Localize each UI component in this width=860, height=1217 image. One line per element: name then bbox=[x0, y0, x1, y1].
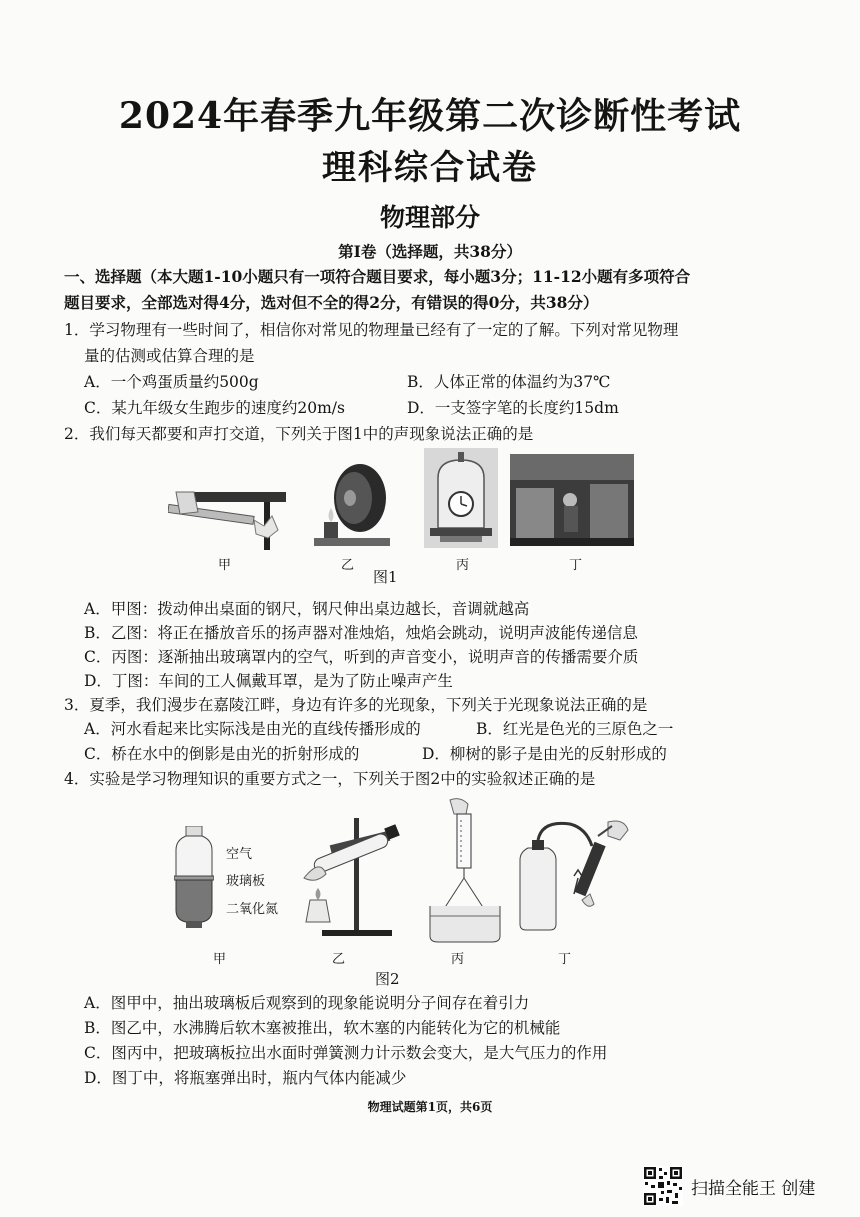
watermark-text: 扫描全能王 创建 bbox=[691, 1178, 816, 1199]
figure-2-label-yi: 乙 bbox=[332, 952, 346, 967]
figure-2-ding-bottle-pump bbox=[512, 818, 634, 932]
q3-stem: 3．夏季，我们漫步在嘉陵江畔，身边有许多的光现象，下列关于光现象说法正确的是 bbox=[64, 696, 648, 714]
instructions-line-2: 题目要求，全部选对得4分，选对但不全的得2分，有错误的得0分，共38分） bbox=[64, 293, 599, 312]
q1-stem-line-1: 1．学习物理有一些时间了，相信你对常见的物理量已经有了一定的了解。下列对常见物理 bbox=[64, 321, 679, 339]
figure-1-jia-ruler-on-desk bbox=[168, 486, 286, 550]
q3-option-b: B．红光是色光的三原色之一 bbox=[476, 720, 674, 738]
q2-option-d: D．丁图：车间的工人佩戴耳罩，是为了防止噪声产生 bbox=[84, 672, 453, 690]
figure-2-bing-spring-scale-water bbox=[424, 796, 506, 944]
exam-title: 2024年春季九年级第二次诊断性考试 bbox=[118, 95, 742, 137]
q3-option-a: A．河水看起来比实际浅是由光的直线传播形成的 bbox=[84, 720, 421, 738]
figure-2-yi-test-tube-heating bbox=[296, 818, 406, 938]
q1-option-b: B．人体正常的体温约为37℃ bbox=[407, 373, 611, 391]
q3-option-d: D．柳树的影子是由光的反射形成的 bbox=[422, 745, 667, 763]
figure-2-annotation-nitrogen-dioxide: 二氧化氮 bbox=[226, 902, 279, 917]
figure-1-label-ding: 丁 bbox=[569, 558, 583, 573]
figure-1-label-jia: 甲 bbox=[218, 558, 232, 573]
qr-code-icon bbox=[643, 1166, 683, 1206]
figure-2-label-bing: 丙 bbox=[451, 952, 465, 967]
figure-2-label-jia: 甲 bbox=[213, 952, 227, 967]
page-footer: 物理试题第1页，共6页 bbox=[367, 1100, 493, 1114]
figure-2-annotation-glass-plate: 玻璃板 bbox=[226, 874, 266, 889]
q4-option-c: C．图丙中，把玻璃板拉出水面时弹簧测力计示数会变大，是大气压力的作用 bbox=[84, 1044, 608, 1062]
section-title: 物理部分 bbox=[379, 203, 480, 232]
part-title: 第Ⅰ卷（选择题，共38分） bbox=[338, 242, 522, 261]
figure-1-label-bing: 丙 bbox=[456, 558, 470, 573]
instructions-line-1: 一、选择题（本大题1-10小题只有一项符合题目要求，每小题3分；11-12小题有多项符合 bbox=[64, 267, 691, 286]
q2-option-a: A．甲图：拨动伸出桌面的钢尺，钢尺伸出桌边越长，音调就越高 bbox=[84, 600, 530, 618]
q2-option-b: B．乙图：将正在播放音乐的扬声器对准烛焰，烛焰会跳动，说明声波能传递信息 bbox=[84, 624, 638, 642]
figure-1-bing-bell-jar bbox=[424, 448, 498, 548]
q2-stem: 2．我们每天都要和声打交道，下列关于图1中的声现象说法正确的是 bbox=[64, 425, 534, 443]
q4-option-d: D．图丁中，将瓶塞弹出时，瓶内气体内能减少 bbox=[84, 1069, 407, 1087]
q4-stem: 4．实验是学习物理知识的重要方式之一，下列关于图2中的实验叙述正确的是 bbox=[64, 770, 596, 788]
scanner-watermark bbox=[643, 1166, 815, 1206]
q1-stem-line-2: 量的估测或估算合理的是 bbox=[84, 347, 255, 365]
figure-1-yi-speaker-candle bbox=[298, 452, 398, 548]
q4-option-b: B．图乙中，水沸腾后软木塞被推出，软木塞的内能转化为它的机械能 bbox=[84, 1019, 561, 1037]
figure-2-label-ding: 丁 bbox=[558, 952, 572, 967]
q1-option-d: D．一支签字笔的长度约15dm bbox=[407, 399, 619, 417]
q1-option-a: A．一个鸡蛋质量约500g bbox=[84, 373, 259, 391]
figure-2-annotation-air: 空气 bbox=[226, 847, 253, 862]
figure-2-jia-gas-bottles bbox=[174, 826, 214, 928]
q4-option-a: A．图甲中，抽出玻璃板后观察到的现象能说明分子间存在着引力 bbox=[84, 994, 530, 1012]
q1-option-c: C．某九年级女生跑步的速度约20m/s bbox=[84, 399, 345, 417]
exam-subtitle: 理科综合试卷 bbox=[322, 148, 538, 188]
figure-1-caption: 图1 bbox=[373, 568, 398, 586]
figure-1-label-yi: 乙 bbox=[341, 558, 355, 573]
q3-option-c: C．桥在水中的倒影是由光的折射形成的 bbox=[84, 745, 360, 763]
q2-option-c: C．丙图：逐渐抽出玻璃罩内的空气，听到的声音变小，说明声音的传播需要介质 bbox=[84, 648, 639, 666]
figure-1-ding-factory-workshop bbox=[510, 454, 634, 546]
figure-2-caption: 图2 bbox=[375, 970, 400, 988]
